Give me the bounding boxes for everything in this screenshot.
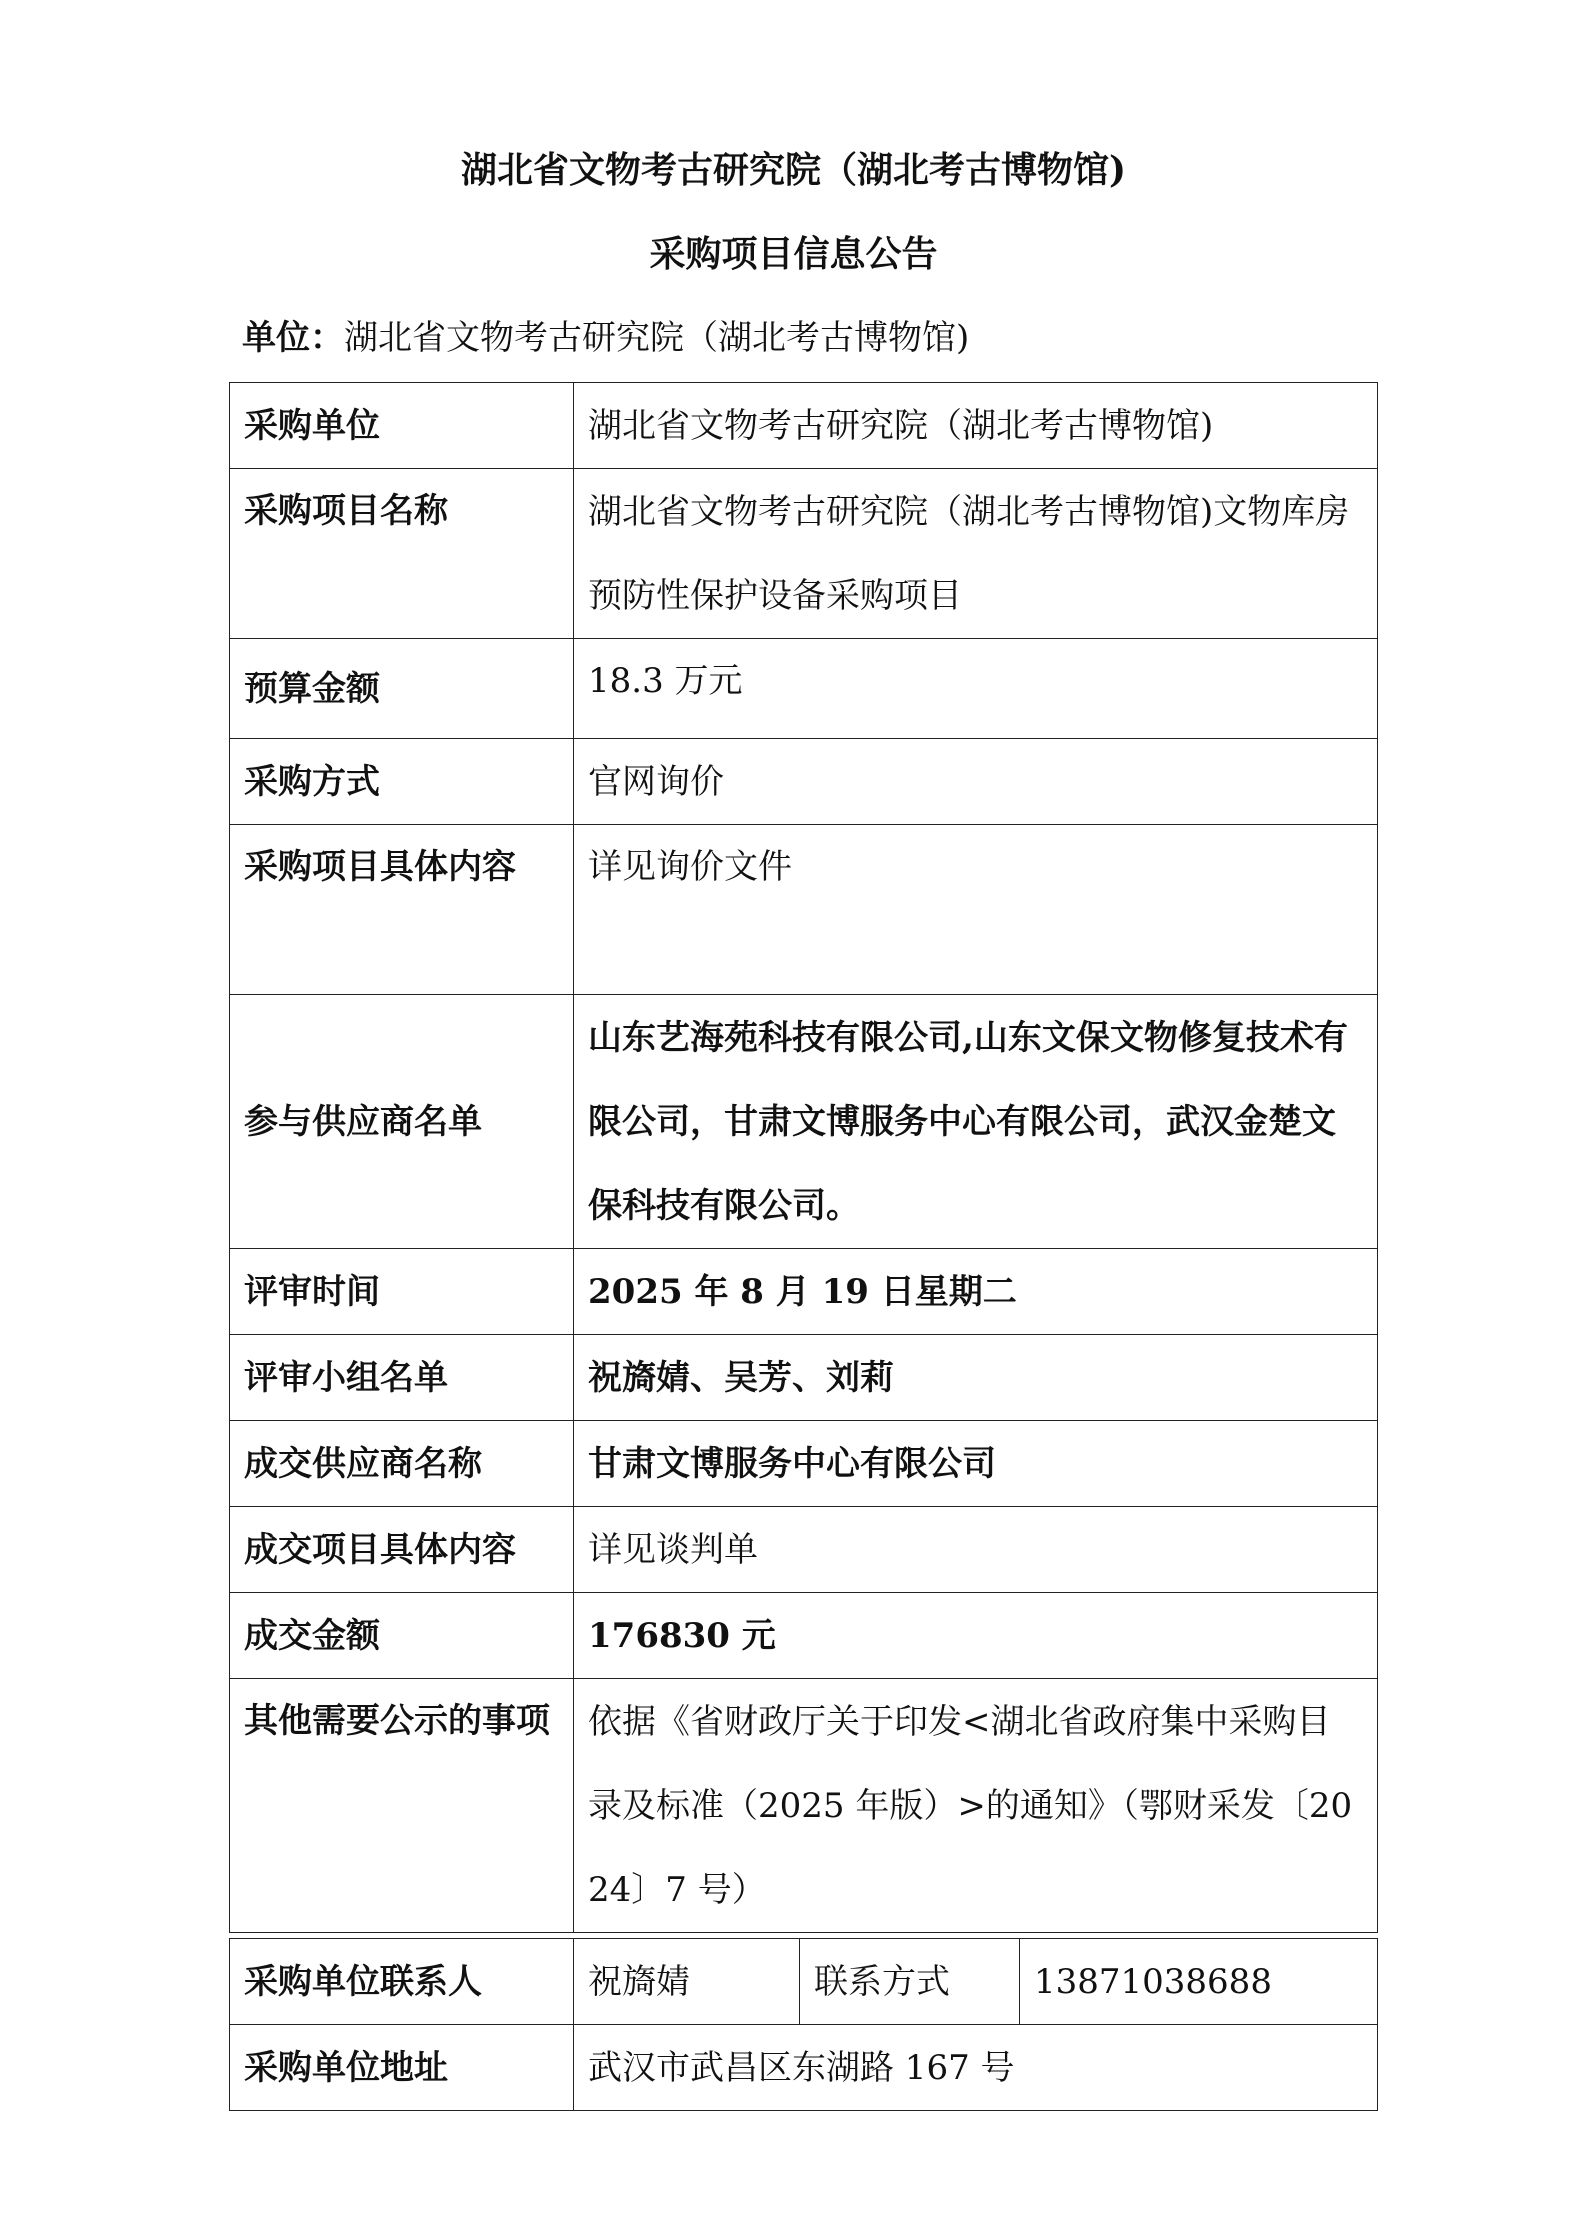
table-row <box>230 825 1378 995</box>
row-value: 2025 年 8 月 19 日星期二 <box>574 1249 1378 1335</box>
table-row <box>230 639 1378 739</box>
row-label: 成交项目具体内容 <box>230 1507 574 1593</box>
table-row <box>230 1939 1378 2025</box>
row-label: 预算金额 <box>230 639 574 739</box>
row-value: 官网询价 <box>574 739 1378 825</box>
table-row <box>230 383 1378 469</box>
row-value: 甘肃文博服务中心有限公司 <box>574 1421 1378 1507</box>
address-label: 采购单位地址 <box>230 2025 574 2111</box>
row-value: 依据《省财政厅关于印发<湖北省政府集中采购目录及标准（2025 年版）>的通知》（鄂财采发〔2024〕7 号） <box>574 1679 1378 1933</box>
info-table <box>229 382 1378 1933</box>
row-label: 成交供应商名称 <box>230 1421 574 1507</box>
contact-method-value: 13871038688 <box>1020 1939 1378 2025</box>
table-row <box>230 1249 1378 1335</box>
document-subtitle: 采购项目信息公告 <box>649 233 938 275</box>
contact-person-label: 采购单位联系人 <box>230 1939 574 2025</box>
row-value: 18.3 万元 <box>574 639 1378 739</box>
contact-method-label: 联系方式 <box>800 1939 1020 2025</box>
row-label: 成交金额 <box>230 1593 574 1679</box>
table-row <box>230 1679 1378 1933</box>
row-label: 采购项目具体内容 <box>230 825 574 995</box>
table-row <box>230 1335 1378 1421</box>
table-row <box>230 1593 1378 1679</box>
row-value: 祝旖婧、吴芳、刘莉 <box>574 1335 1378 1421</box>
row-value: 湖北省文物考古研究院（湖北考古博物馆) <box>574 383 1378 469</box>
table-row <box>230 1421 1378 1507</box>
unit-line <box>242 316 969 360</box>
unit-label: 单位： <box>242 318 344 358</box>
row-label: 采购方式 <box>230 739 574 825</box>
table-row <box>230 1507 1378 1593</box>
table-row <box>230 739 1378 825</box>
row-label: 评审小组名单 <box>230 1335 574 1421</box>
address-value: 武汉市武昌区东湖路 167 号 <box>574 2025 1378 2111</box>
row-value: 176830 元 <box>574 1593 1378 1679</box>
table-row <box>230 2025 1378 2111</box>
row-label: 其他需要公示的事项 <box>230 1679 574 1933</box>
row-value: 详见谈判单 <box>574 1507 1378 1593</box>
contact-person-value: 祝旖婧 <box>574 1939 800 2025</box>
row-value: 湖北省文物考古研究院（湖北考古博物馆)文物库房预防性保护设备采购项目 <box>574 469 1378 639</box>
row-label: 参与供应商名单 <box>230 995 574 1249</box>
document-title: 湖北省文物考古研究院（湖北考古博物馆) <box>460 149 1127 191</box>
row-label: 采购单位 <box>230 383 574 469</box>
table-row <box>230 995 1378 1249</box>
row-value: 山东艺海苑科技有限公司,山东文保文物修复技术有限公司，甘肃文博服务中心有限公司，武汉金楚文保科技有限公司。 <box>574 995 1378 1249</box>
row-label: 采购项目名称 <box>230 469 574 639</box>
table-row <box>230 469 1378 639</box>
contact-table <box>229 1938 1378 2111</box>
row-label: 评审时间 <box>230 1249 574 1335</box>
row-value: 详见询价文件 <box>574 825 1378 995</box>
unit-value: 湖北省文物考古研究院（湖北考古博物馆) <box>344 318 970 358</box>
